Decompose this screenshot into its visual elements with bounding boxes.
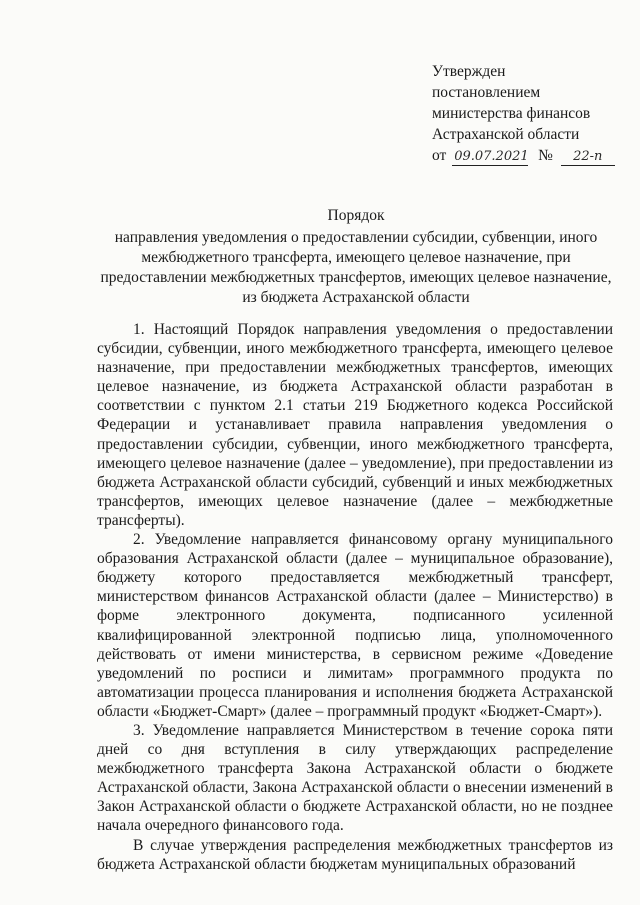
- approval-line: постановлением: [432, 84, 541, 101]
- handwritten-date: 09.07.2021: [454, 149, 529, 164]
- document-body: [97, 320, 613, 874]
- approval-line: Утвержден: [432, 63, 506, 80]
- date-prefix: от: [432, 147, 447, 164]
- document-heading: [100, 206, 612, 308]
- approval-date-line: [432, 145, 632, 166]
- paragraph-2: 2. Уведомление направляется финансовому органу муниципального образования Астраханской области (далее – муниципальное образование), бюджету которого предоставляется межбюджетный трансферт, министерством финансов Астраханской области (далее – Министерство) в форме электронного документа, подписанного усиленной квалифицированной электронной подписью лица, уполномоченного действовать от имени министерства, в сервисном режиме «Доведение уведомлений по росписи и лимитам» программного продукта по автоматизации процесса планирования и исполнения бюджета Астраханской области «Бюджет-Смарт» (далее – программный продукт «Бюджет-Смарт»).: [97, 531, 613, 720]
- approval-stamp: [432, 61, 632, 166]
- document-subtitle: направления уведомления о предоставлении субсидии, субвенции, иного межбюджетного трансферта, имеющего целевое назначение, при предоставлении межбюджетных трансфертов, имеющих целевое назначение, из бюджета Астраханской области: [100, 229, 612, 306]
- number-prefix: №: [538, 147, 553, 164]
- handwritten-number: 22-п: [561, 149, 615, 166]
- paragraph-4: В случае утверждения распределения межбюджетных трансфертов из бюджета Астраханской области бюджетам муниципальных образований: [97, 836, 613, 873]
- approval-line: Астраханской области: [432, 126, 580, 143]
- approval-line: министерства финансов: [432, 105, 591, 122]
- document-title: Порядок: [327, 207, 385, 224]
- paragraph-1: 1. Настоящий Порядок направления уведомления о предоставлении субсидии, субвенции, иного межбюджетного трансферта, имеющего целевое назначение, при предоставлении межбюджетных трансфертов, имеющих целевое назначение, из бюджета Астраханской области разработан в соответствии с пунктом 2.1 статьи 219 Бюджетного кодекса Российской Федерации и устанавливает правила направления уведомления о предоставлении субсидии, субвенции, иного межбюджетного трансферта, имеющего целевое назначение (далее – уведомление), при предоставлении из бюджета Астраханской области субсидий, субвенций и иных межбюджетных трансфертов, имеющих целевое назначение (далее – межбюджетные трансферты).: [97, 321, 613, 529]
- paragraph-3: 3. Уведомление направляется Министерством в течение сорока пяти дней со дня вступления в силу утверждающих распределение межбюджетного трансферта Закона Астраханской области о бюджете Астраханской области, Закона Астраханской области о внесении изменений в Закон Астраханской области о бюджете Астраханской области, но не позднее начала очередного финансового года.: [97, 721, 613, 835]
